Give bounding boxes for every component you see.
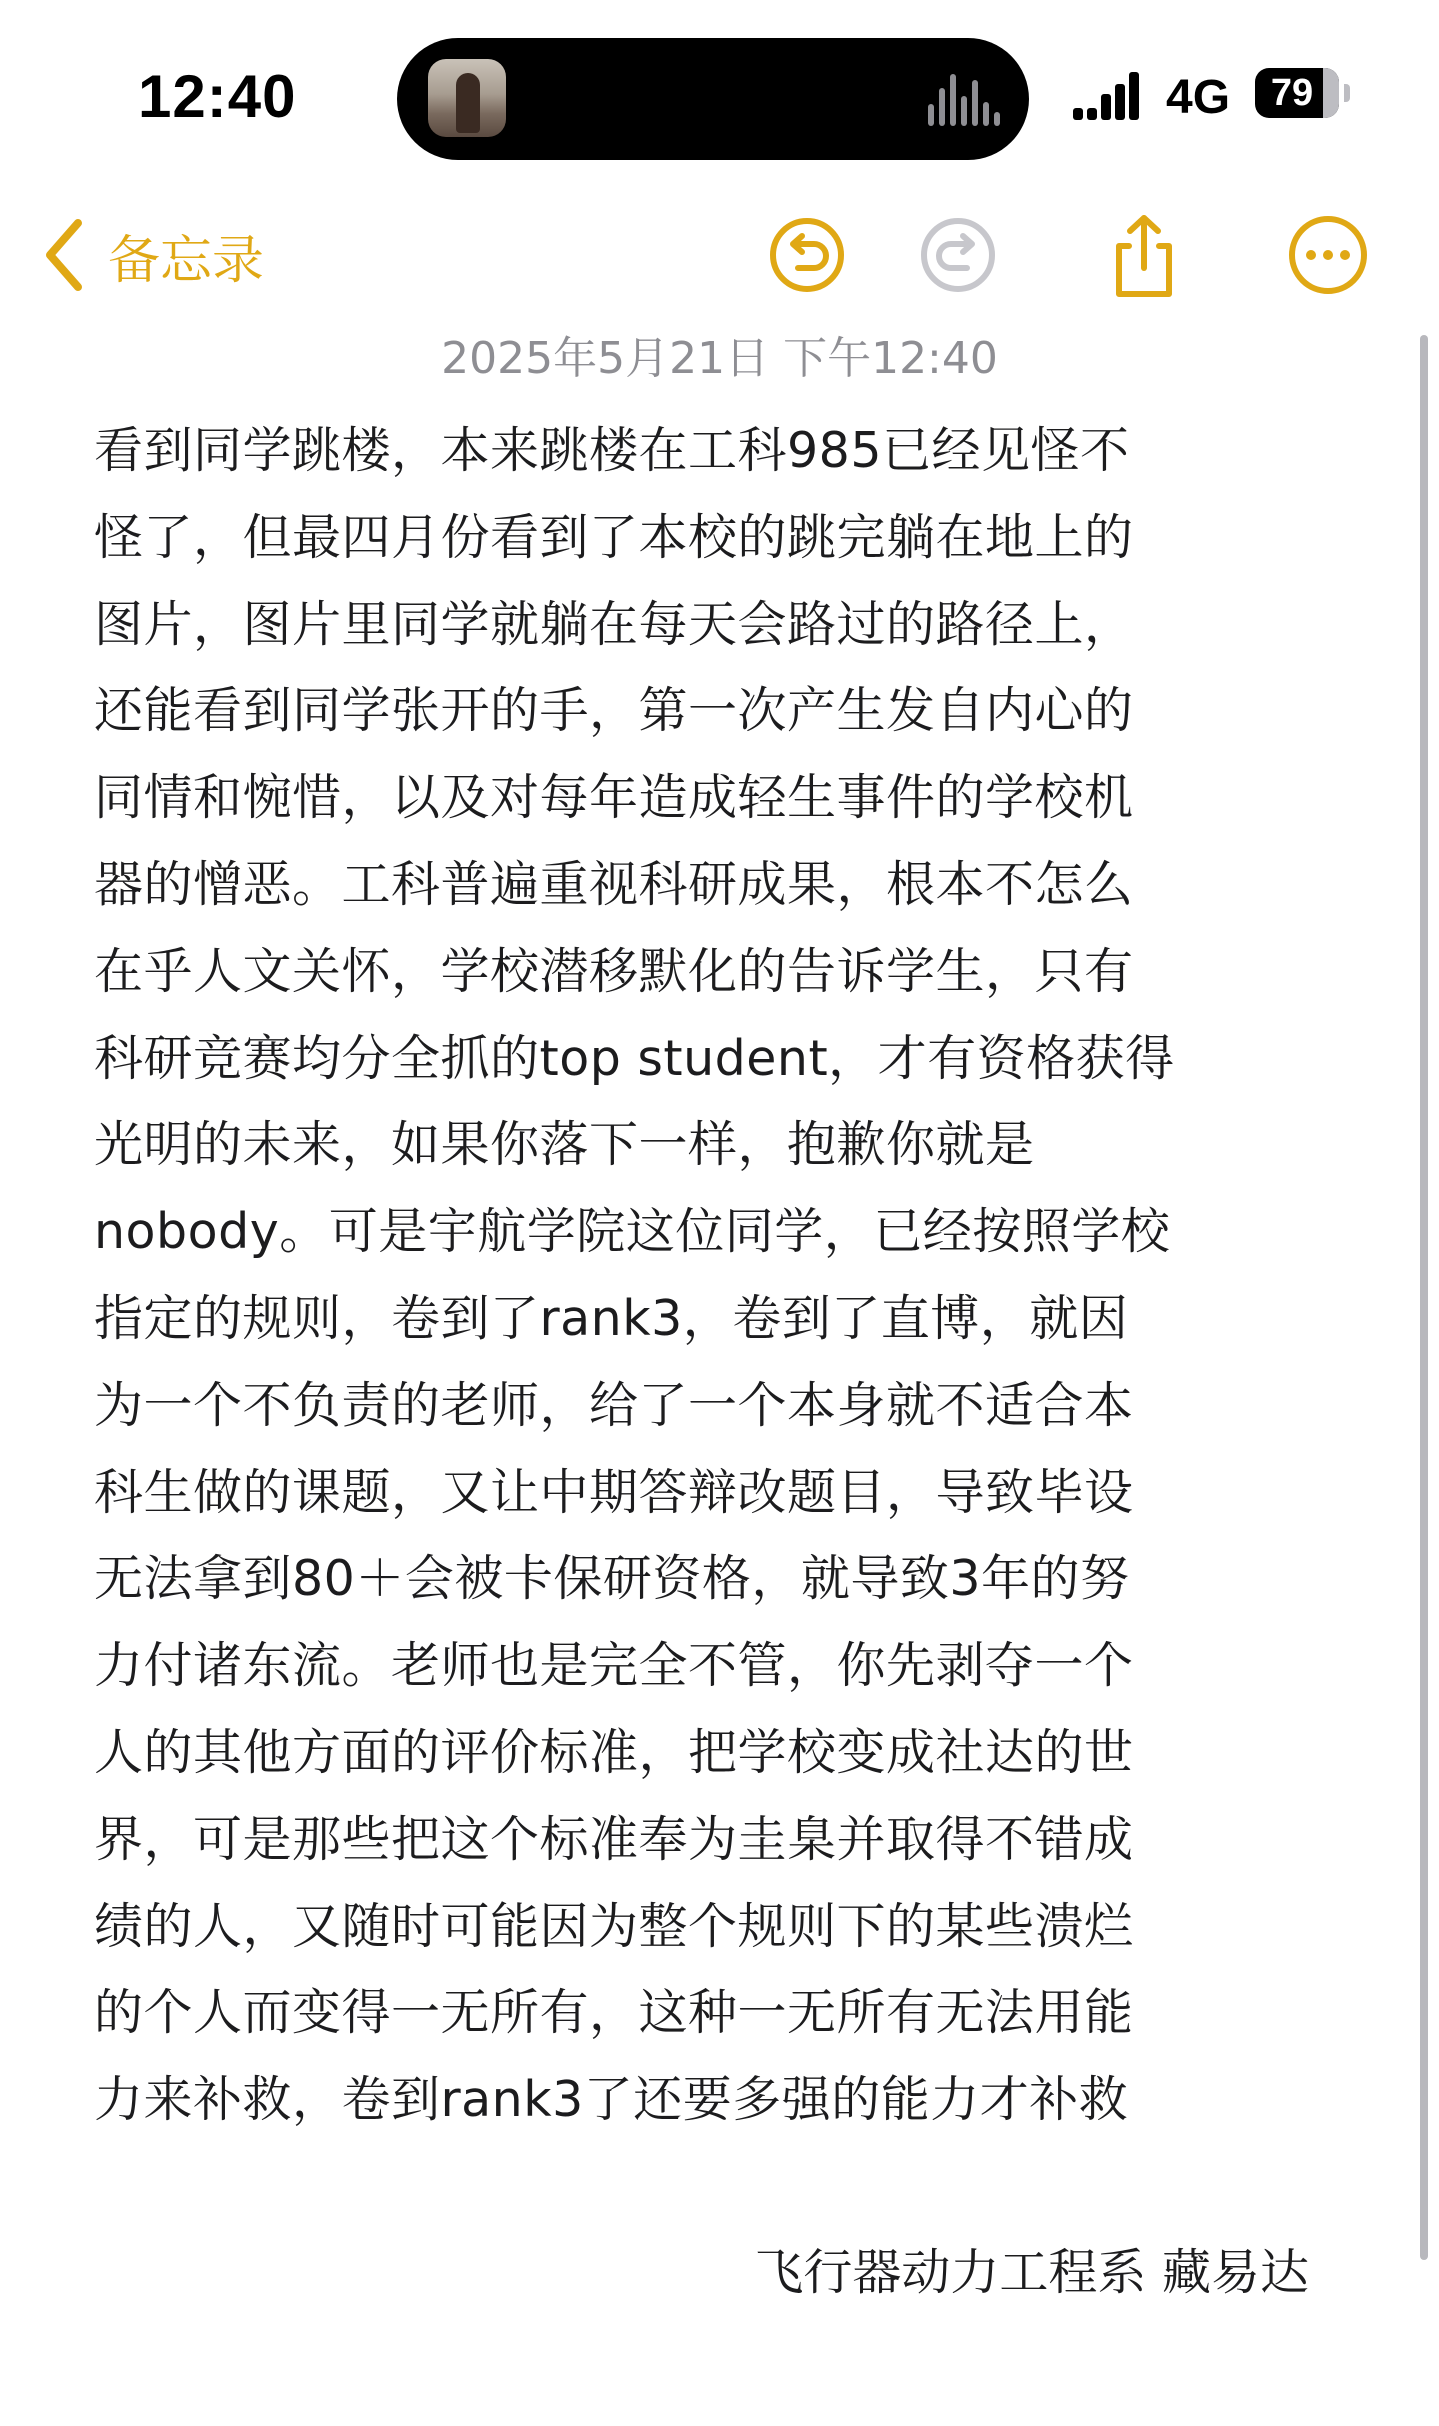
- note-line: 图片，图片里同学就躺在每天会路过的路径上，: [94, 595, 1134, 653]
- undo-button[interactable]: [762, 210, 852, 300]
- redo-icon: [913, 210, 1003, 300]
- note-line: 科生做的课题，又让中期答辩改题目，导致毕设: [94, 1463, 1134, 1521]
- note-line: 看到同学跳楼，本来跳楼在工科985已经见怪不: [94, 422, 1130, 479]
- note-line: 同情和惋惜，以及对每年造成轻生事件的学校机: [94, 769, 1134, 827]
- share-icon: [1099, 210, 1189, 300]
- back-button-label: 备忘录: [108, 230, 265, 291]
- share-button[interactable]: [1099, 210, 1189, 300]
- note-line: 人的其他方面的评价标准，把学校变成社达的世: [94, 1723, 1134, 1781]
- note-line: 光明的未来，如果你落下一样，抱歉你就是: [94, 1116, 1035, 1174]
- note-signature: 飞行器动力工程系 藏易达: [754, 2244, 1309, 2301]
- note-line: 指定的规则，卷到了rank3，卷到了直博，就因: [94, 1289, 1129, 1347]
- note-line: 绩的人，又随时可能因为整个规则下的某些溃烂: [94, 1897, 1134, 1955]
- status-bar: [0, 0, 1439, 170]
- note-line: 的个人而变得一无所有，这种一无所有无法用能: [94, 1984, 1134, 2042]
- navigation-bar: [0, 190, 1439, 320]
- cellular-signal-icon: [1073, 70, 1145, 120]
- redo-button[interactable]: [913, 210, 1003, 300]
- note-line: 为一个不负责的老师，给了一个本身就不适合本: [94, 1376, 1134, 1434]
- note-line: 怪了，但最四月份看到了本校的跳完躺在地上的: [94, 508, 1134, 566]
- now-playing-avatar[interactable]: [428, 59, 506, 137]
- battery-nub: [1344, 84, 1350, 102]
- note-line: nobody。可是宇航学院这位同学，已经按照学校: [94, 1203, 1171, 1261]
- note-line: 力来补救，卷到rank3了还要多强的能力才补救: [94, 2071, 1129, 2129]
- note-body[interactable]: [94, 408, 1334, 2144]
- note-line: 在乎人文关怀，学校潜移默化的告诉学生，只有: [94, 942, 1134, 1000]
- note-line: 力付诸东流。老师也是完全不管，你先剥夺一个: [94, 1637, 1134, 1695]
- more-button[interactable]: [1283, 210, 1373, 300]
- battery-level: 79: [1270, 72, 1314, 114]
- back-button[interactable]: [40, 210, 264, 300]
- status-time: 12:40: [138, 63, 297, 130]
- ellipsis-circle-icon: [1283, 210, 1373, 300]
- note-line: 还能看到同学张开的手，第一次产生发自内心的: [94, 682, 1134, 740]
- network-type-label: 4G: [1166, 71, 1231, 124]
- battery-icon: [1255, 68, 1339, 118]
- note-line: 器的憎恶。工科普遍重视科研成果，根本不怎么: [94, 855, 1134, 913]
- note-line: 无法拿到80＋会被卡保研资格，就导致3年的努: [94, 1550, 1130, 1608]
- chevron-left-icon: [40, 215, 88, 295]
- note-timestamp: 2025年5月21日 下午12:40: [441, 333, 998, 384]
- audio-waveform-icon: [928, 70, 1000, 126]
- note-line: 界，可是那些把这个标准奉为圭臬并取得不错成: [94, 1810, 1134, 1868]
- note-line: 科研竞赛均分全抓的top student，才有资格获得: [94, 1029, 1175, 1087]
- scrollbar[interactable]: [1420, 335, 1428, 2260]
- undo-icon: [762, 210, 852, 300]
